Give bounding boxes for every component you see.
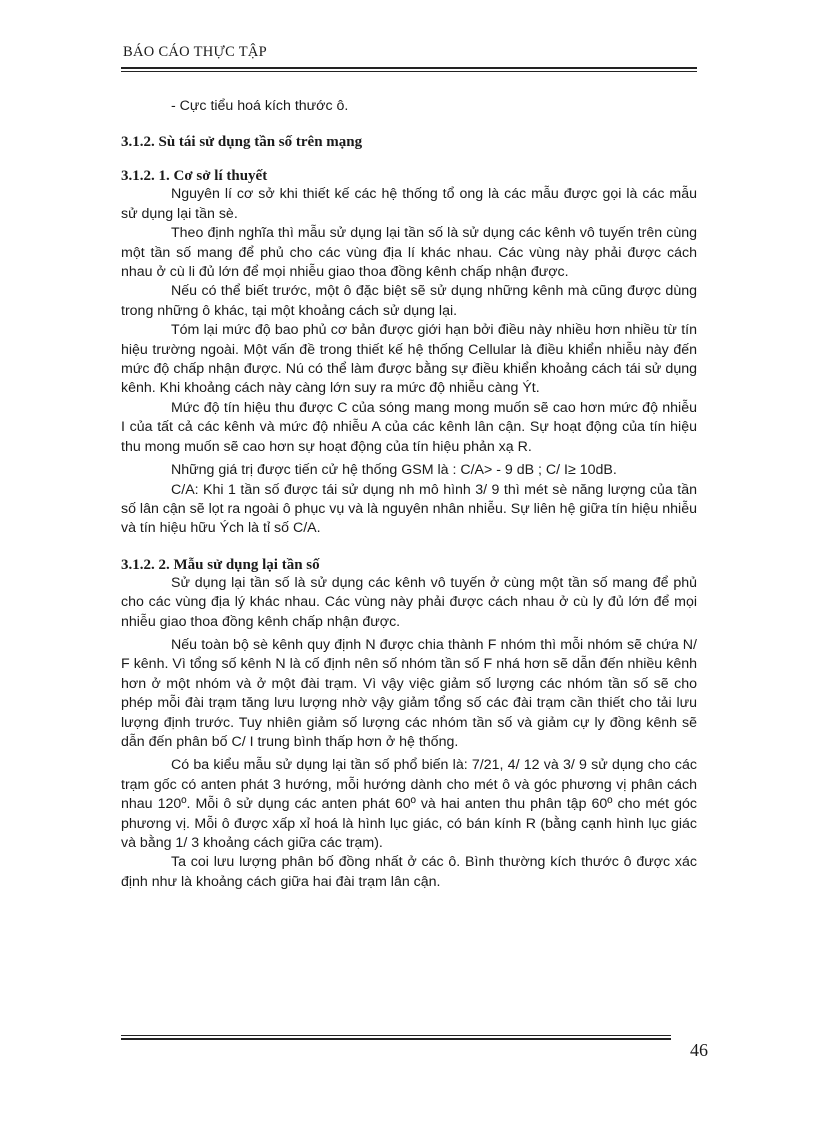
page-content (121, 92, 697, 892)
page-footer (121, 1033, 671, 1040)
section-heading: 3.1.2. Sù tái sử dụng tần số trên mạng (121, 134, 363, 151)
paragraph: Theo định nghĩa thì mẫu sử dụng lại tần số là sử dụng các kênh vô tuyến trên cùng một tần số mang để phủ cho các vùng địa lí khác nhau. Các vùng này phải được cách nhau ở cù li đủ lớn để mọi nhiễu giao thoa đồng kênh chấp nhận được. (121, 225, 697, 281)
paragraph: Nguyên lí cơ sở khi thiết kế các hệ thống tổ ong là các mẫu được gọi là các mẫu sử dụng lại tần sè. (121, 186, 697, 222)
footer-rule (121, 1038, 671, 1040)
subsection-heading-1: 3.1.2. 1. Cơ sở lí thuyết (121, 168, 268, 185)
page-header (121, 44, 697, 72)
paragraph: Có ba kiểu mẫu sử dụng lại tần số phổ biến là: 7/21, 4/ 12 và 3/ 9 sử dụng cho các trạm gốc có anten phát 3 hướng, mỗi hướng dành cho mét ô và góc phương vị phân cách nhau 120º. Mỗi ô sử dụng các anten phát 60º và hai anten thu phân tập 60º cho mét góc phương vị. Mỗi ô được xấp xỉ hoá là hình lục giác, có bán kính R (bằng cạnh hình lục giác và bằng 1/ 3 khoảng cách giữa các trạm). (121, 757, 697, 851)
subsection-heading-2: 3.1.2. 2. Mẫu sử dụng lại tần số (121, 556, 320, 573)
bullet-line: - Cực tiểu hoá kích thước ô. (171, 98, 349, 114)
header-rule (121, 67, 697, 69)
header-title: BÁO CÁO THỰC TẬP (123, 44, 268, 60)
paragraph: Những giá trị được tiến cử hệ thống GSM là : C/A> - 9 dB ; C/ I≥ 10dB. (171, 462, 617, 479)
footer-rule-thin (121, 1035, 671, 1036)
paragraph: Sử dụng lại tần số là sử dụng các kênh vô tuyến ở cùng một tần số mang để phủ cho các vùng địa lý khác nhau. Các vùng này phải được cách nhau ở cù ly đủ lớn để mọi nhiễu giao thoa đồng kênh chấp nhận được. (121, 574, 697, 630)
page-number: 46 (690, 1040, 708, 1060)
paragraph: C/A: Khi 1 tần số được tái sử dụng nh mô hình 3/ 9 thì mét sè năng lượng của tần số lân cận sẽ lọt ra ngoài ô phục vụ và là nguyên nhân nhiễu. Sự liên hệ giữa tín hiệu nhiễu và tín hiệu hữu Ých là tỉ số C/A. (121, 481, 697, 537)
paragraph: Mức độ tín hiệu thu được C của sóng mang mong muốn sẽ cao hơn mức độ nhiễu I của tất cả các kênh và mức độ nhiễu A của các kênh lân cận. Sự hoạt động của tín hiệu thu mong muốn sẽ cao hơn sự hoạt động của tín hiệu phản xạ R. (121, 399, 697, 455)
paragraph: Nếu toàn bộ sè kênh quy định N được chia thành F nhóm thì mỗi nhóm sẽ chứa N/ F kênh. Vì tổng số kênh N là cố định nên số nhóm tần số F nhá hơn sẽ dẫn đến nhiều kênh hơn ở một nhóm và ở một đài trạm. Vì vậy việc giảm số lượng các nhóm tần số sẽ cho phép mỗi đài trạm tăng lưu lượng nhờ vậy giảm tổng số các đài trạm cần thiết cho tải lưu lượng định trước. Tuy nhiên giảm số lượng các nhóm tần số và giảm cự ly đồng kênh sẽ dẫn đến phân bố C/ I trung bình thấp hơn ở hệ thống. (121, 636, 697, 750)
paragraph: Nếu có thể biết trước, một ô đặc biệt sẽ sử dụng những kênh mà cũng được dùng trong những ô khác, tại một khoảng cách sử dụng lại. (121, 283, 697, 319)
paragraph: Tóm lại mức độ bao phủ cơ bản được giới hạn bởi điều này nhiều hơn nhiều từ tín hiệu trường ngoài. Một vấn đề trong thiết kế hệ thống Cellular là điều khiển nhiễu này đến mức độ chấp nhận được. Nú có thể làm được bằng sự điều khiển khoảng cách tái sử dụng kênh. Khi khoảng cách này càng lớn suy ra mức độ nhiễu càng Ýt. (121, 322, 697, 397)
paragraph: Ta coi lưu lượng phân bố đồng nhất ở các ô. Bình thường kích thước ô được xác định như là khoảng cách giữa hai đài trạm lân cận. (121, 854, 697, 890)
header-rule-thin (121, 71, 697, 72)
